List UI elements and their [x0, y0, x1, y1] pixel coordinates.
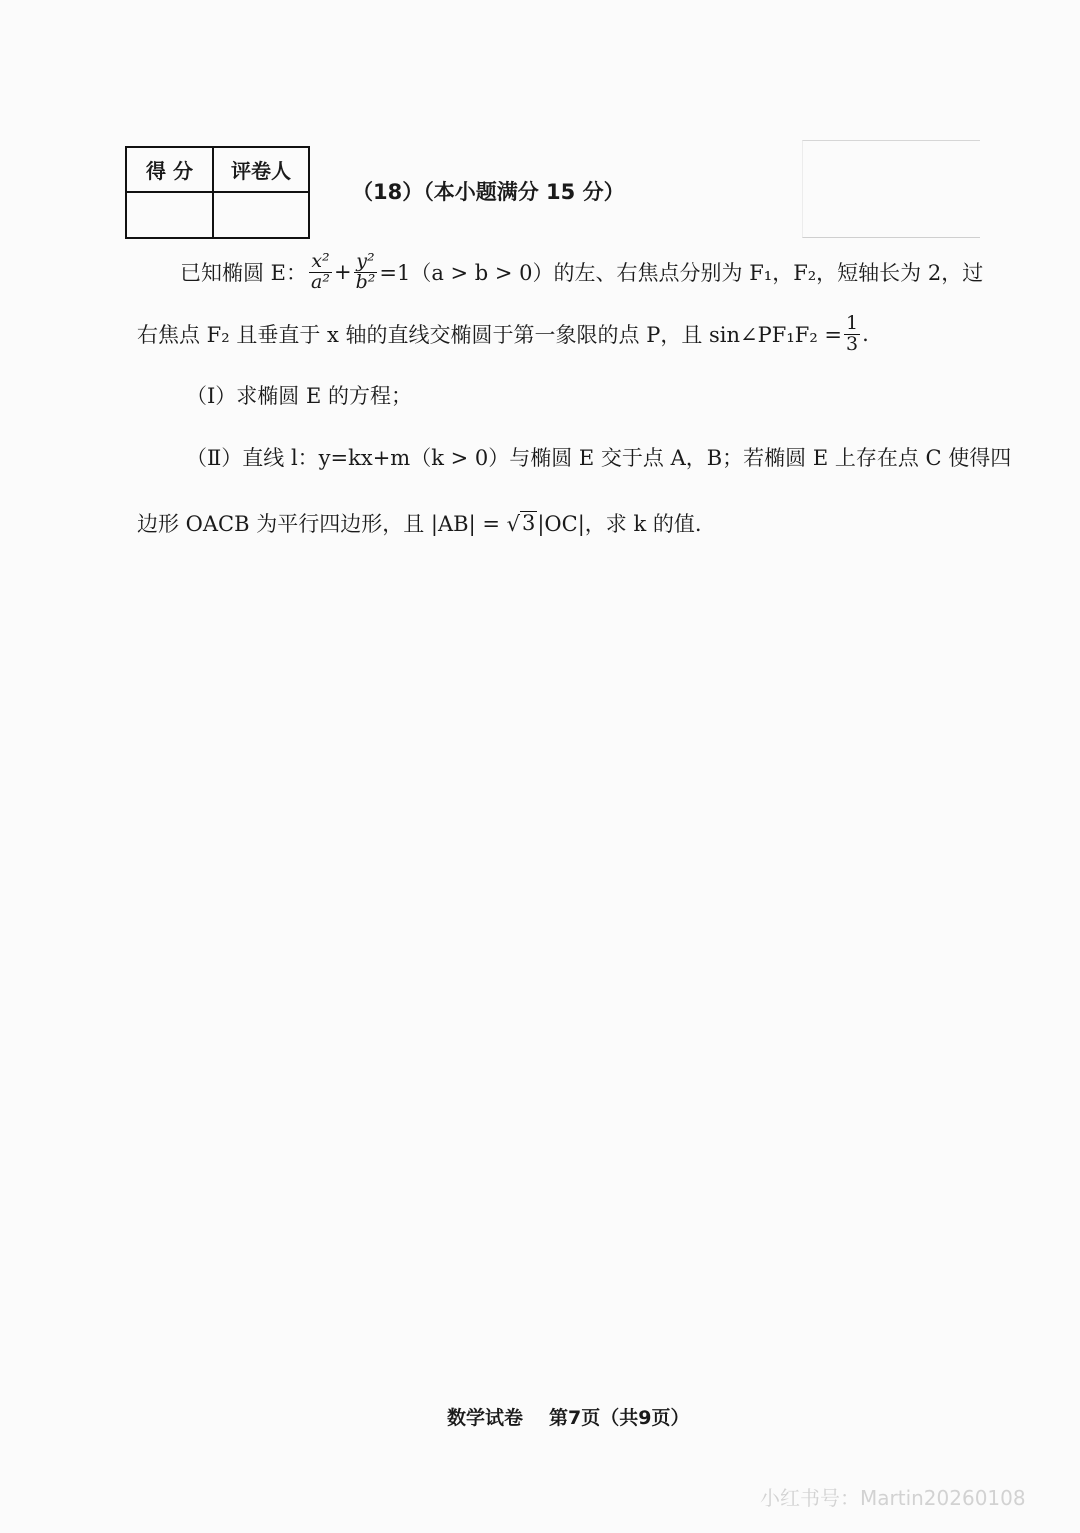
watermark: 小红书号：Martin20260108 — [760, 1486, 1026, 1510]
fraction-one-third — [844, 311, 860, 355]
corner-box — [802, 140, 980, 238]
part-1: （Ⅰ）求椭圆 E 的方程； — [186, 384, 412, 408]
score-header: 得 分 — [127, 148, 214, 193]
part2-suffix: |OC|，求 k 的值. — [537, 512, 702, 536]
question-header: （18）（本小题满分 15 分） — [352, 180, 625, 204]
page-footer — [447, 1403, 715, 1430]
problem-line-1 — [180, 244, 983, 300]
part-2-line-2 — [137, 508, 702, 538]
part2-prefix: 边形 OACB 为平行四边形，且 |AB| = √ — [137, 512, 520, 536]
score-cell — [127, 193, 214, 237]
frac1-numerator: x² — [311, 249, 330, 272]
fraction-y-over-b — [354, 249, 378, 293]
score-table — [125, 146, 310, 239]
frac2-numerator: y² — [356, 249, 375, 272]
grader-header: 评卷人 — [214, 148, 308, 193]
frac3-denominator: 3 — [846, 332, 859, 355]
frac3-numerator: 1 — [846, 311, 859, 334]
footer-page: 第7页（共9页） — [549, 1407, 690, 1429]
grader-cell — [214, 193, 308, 237]
frac2-denominator: b² — [355, 270, 376, 293]
fraction-x-over-a — [309, 249, 332, 293]
line2-text: 右焦点 F₂ 且垂直于 x 轴的直线交椭圆于第一象限的点 P，且 sin∠PF₁F₂ = — [137, 323, 843, 347]
plus-sign: + — [333, 260, 352, 284]
part-2-line-1: （Ⅱ）直线 l：y=kx+m（k > 0）与椭圆 E 交于点 A，B；若椭圆 E 上存在点 C 使得四 — [186, 446, 1012, 470]
sqrt-radicand: 3 — [521, 510, 536, 535]
problem-line-2 — [137, 306, 869, 362]
line2-end: . — [862, 322, 869, 346]
footer-subject: 数学试卷 — [447, 1407, 524, 1429]
line1-prefix: 已知椭圆 E： — [180, 261, 308, 285]
frac1-denominator: a² — [311, 270, 330, 293]
line1-suffix: =1（a > b > 0）的左、右焦点分别为 F₁，F₂，短轴长为 2，过 — [379, 261, 984, 285]
